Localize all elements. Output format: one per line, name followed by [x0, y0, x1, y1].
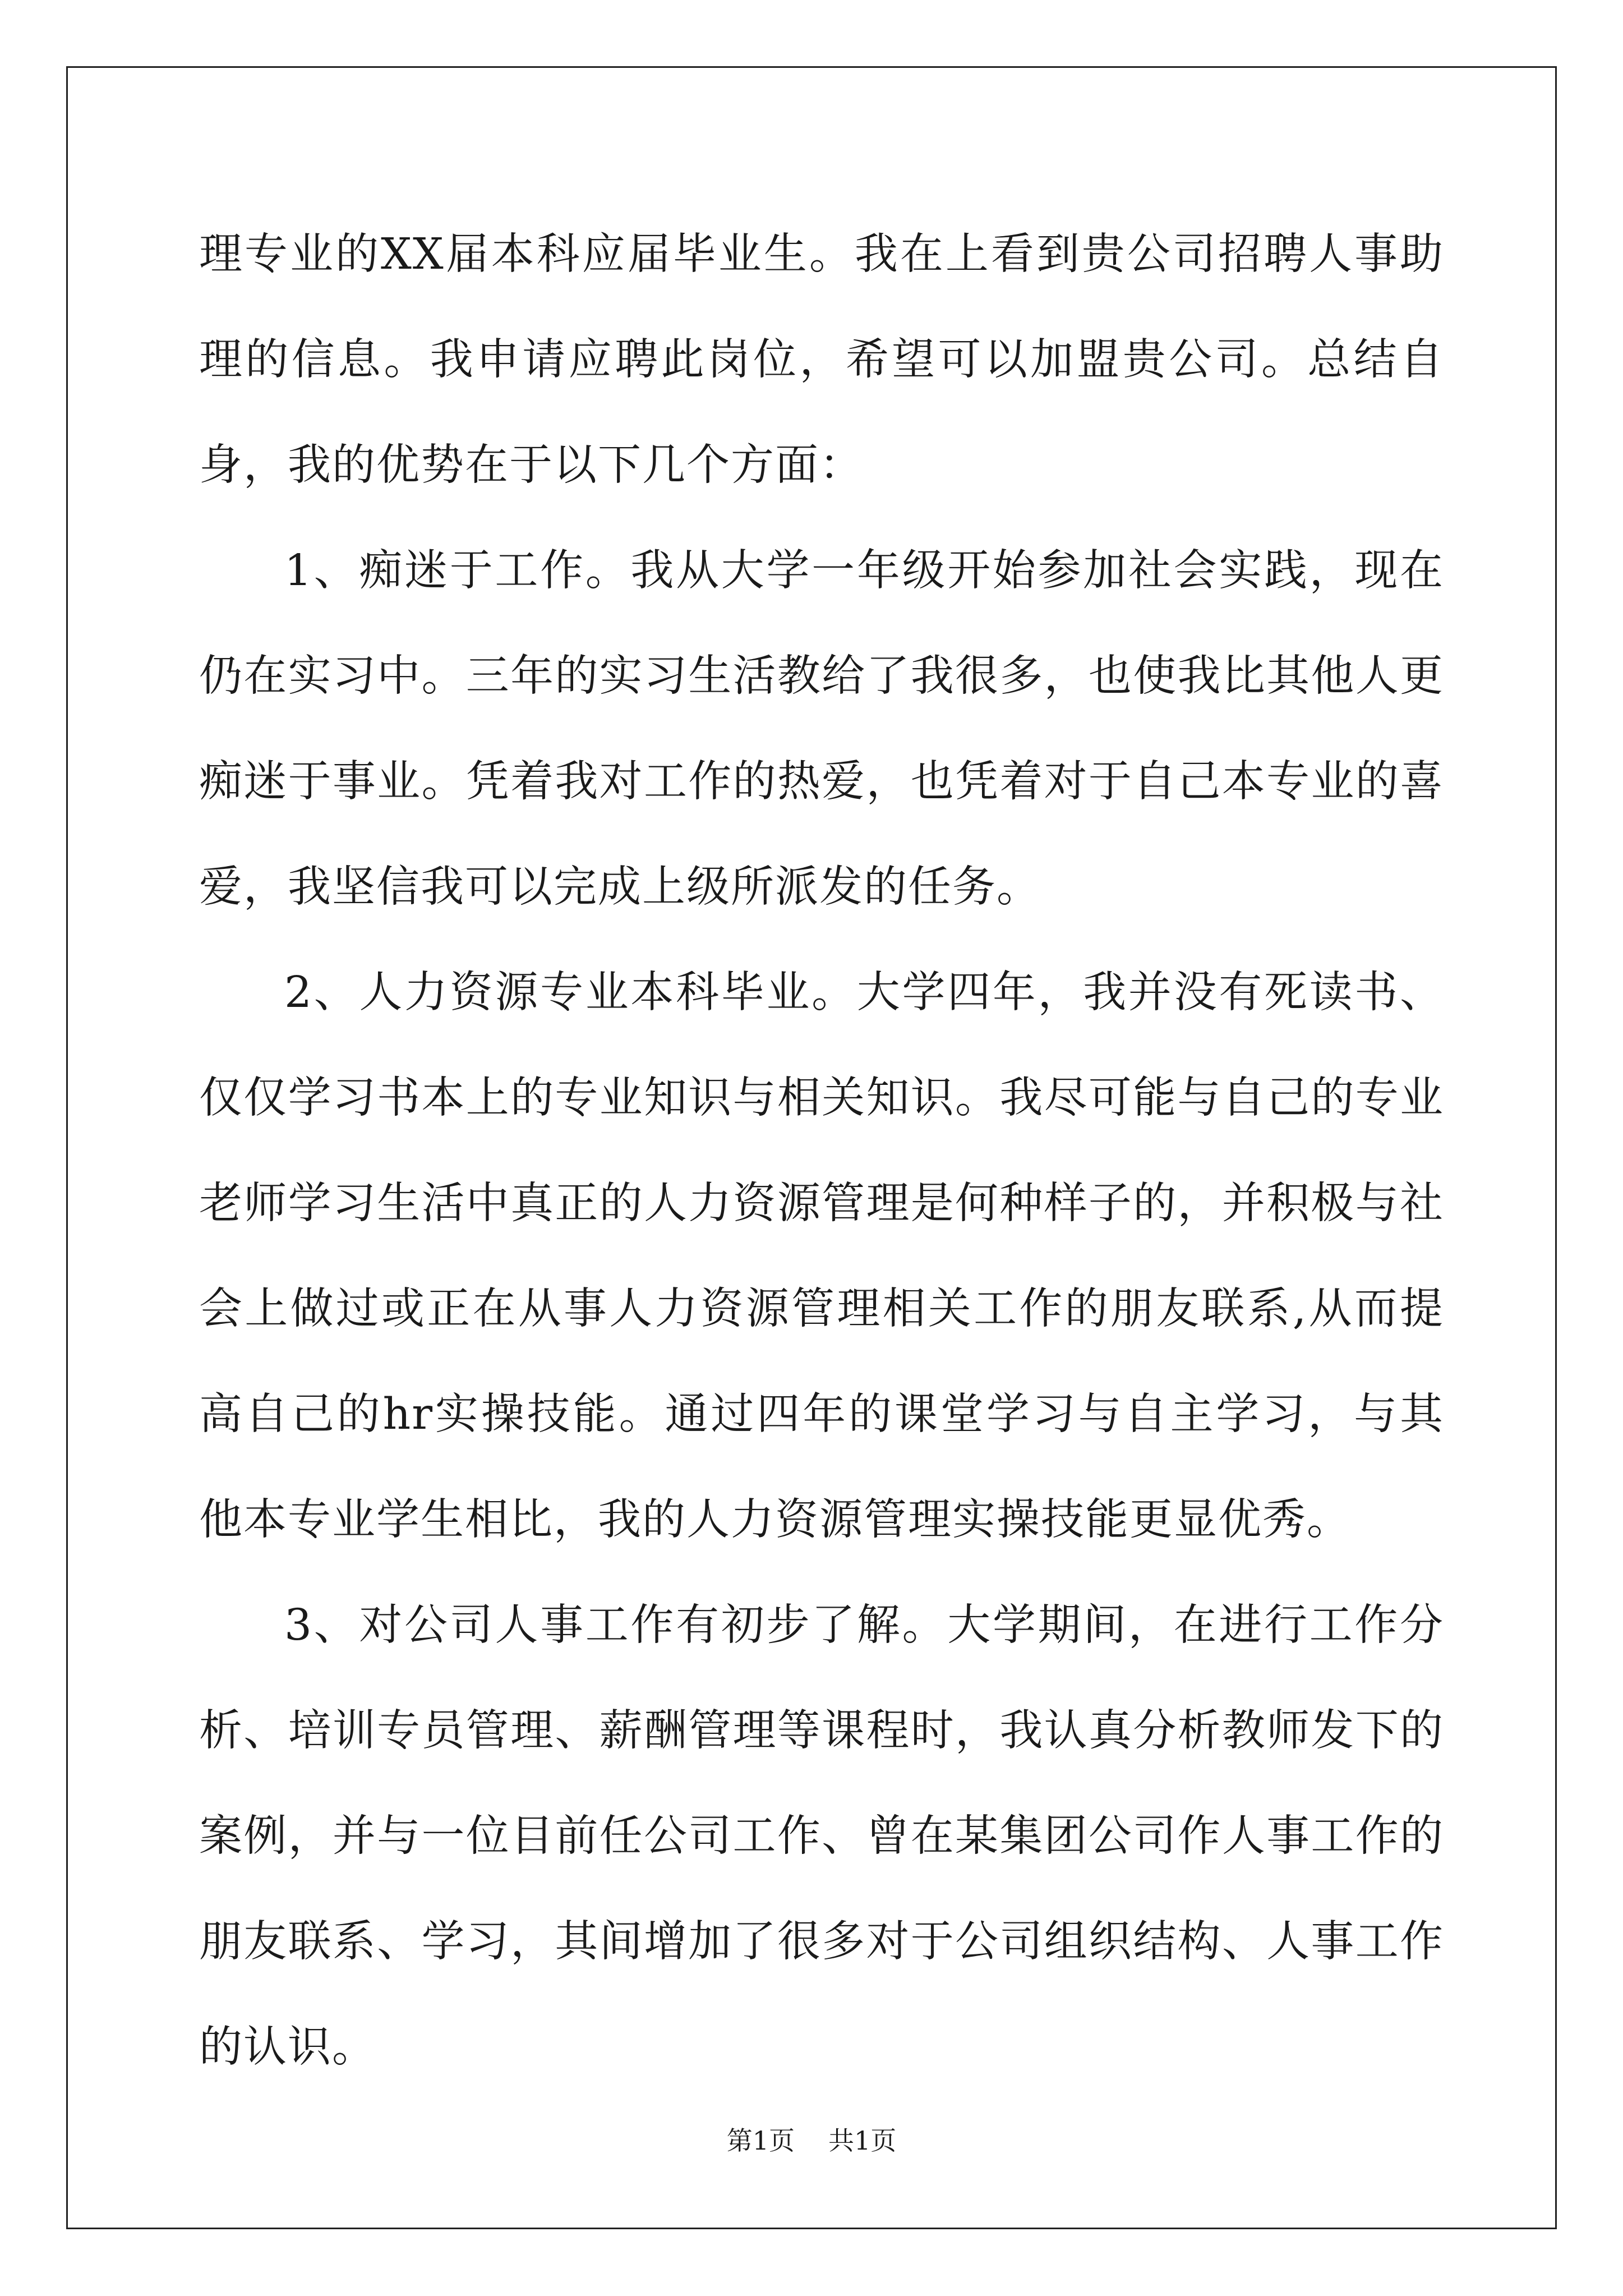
page-total: 共1页 [828, 2125, 897, 2156]
paragraph-point-2: 2、人力资源专业本科毕业。大学四年，我并没有死读书、仅仅学习书本上的专业知识与相关知识。我尽可能与自己的专业老师学习生活中真正的人力资源管理是何种样子的，并积极与社会上做过或正在从事人力资源管理相关工作的朋友联系,从而提高自己的hr实操技能。通过四年的课堂学习与自主学习，与其他本专业学生相比，我的人力资源管理实操技能更显优秀。 [199, 968, 1444, 1545]
paragraph-point-1: 1、痴迷于工作。我从大学一年级开始参加社会实践，现在仍在实习中。三年的实习生活教给了我很多，也使我比其他人更痴迷于事业。凭着我对工作的热爱，也凭着对于自己本专业的喜爱，我坚信我可以完成上级所派发的任务。 [199, 546, 1444, 912]
page-footer [0, 2120, 1623, 2157]
page-number: 第1页 [726, 2125, 795, 2156]
paragraph-point-3: 3、对公司人事工作有初步了解。大学期间，在进行工作分析、培训专员管理、薪酬管理等课程时，我认真分析教师发下的案例，并与一位目前任公司工作、曾在某集团公司作人事工作的朋友联系、学习，其间增加了很多对于公司组织结构、人事工作的认识。 [199, 1600, 1444, 2072]
document-body [199, 202, 1444, 2100]
paragraph-intro: 理专业的XX届本科应届毕业生。我在上看到贵公司招聘人事助理的信息。我申请应聘此岗位，希望可以加盟贵公司。总结自身，我的优势在于以下几个方面： [199, 229, 1444, 490]
